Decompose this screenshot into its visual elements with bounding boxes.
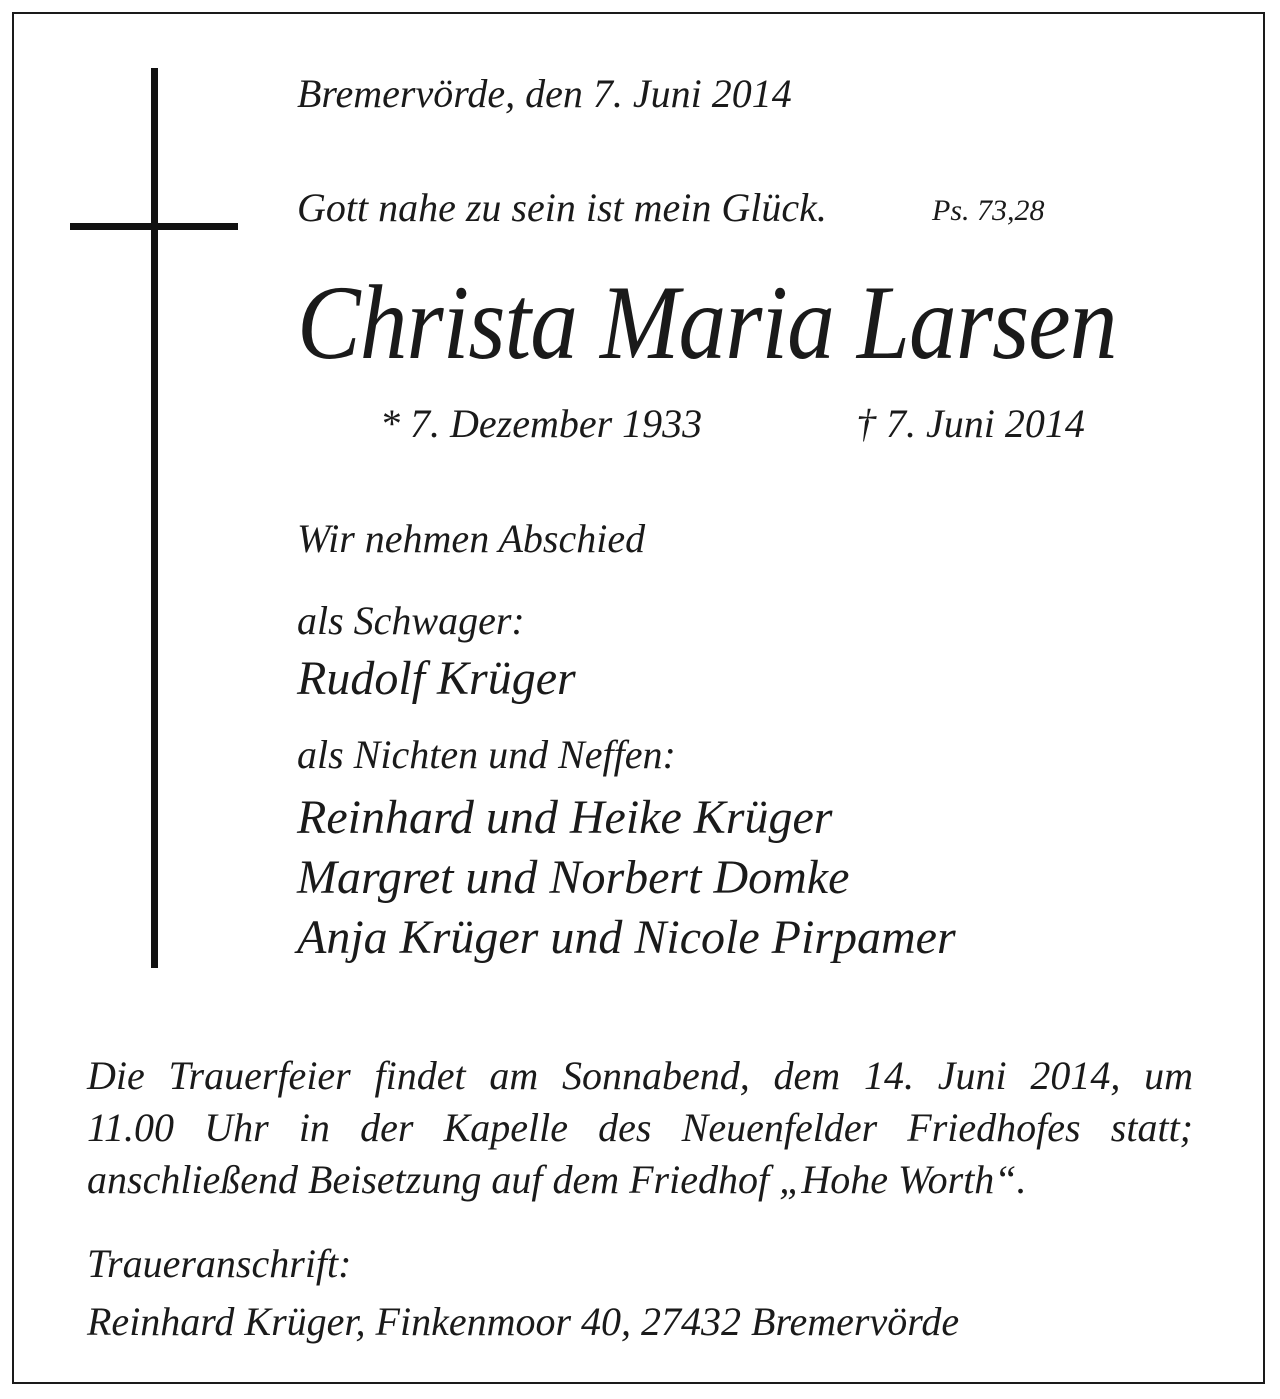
death-date: † 7. Juni 2014 bbox=[856, 401, 1085, 446]
place-date: Bremervörde, den 7. Juni 2014 bbox=[297, 71, 792, 116]
funeral-announcement bbox=[87, 1050, 1193, 1206]
birth-date: * 7. Dezember 1933 bbox=[380, 401, 703, 446]
mourning-address: Reinhard Krüger, Finkenmoor 40, 27432 Bremervörde bbox=[87, 1299, 960, 1344]
mourner-name: Margret und Norbert Domke bbox=[297, 851, 850, 904]
mourner-name: Reinhard und Heike Krüger bbox=[297, 791, 833, 844]
funeral-announcement-line: Die Trauerfeier findet am Sonnabend, dem 14. Juni 2014, um bbox=[87, 1053, 1193, 1098]
address-label: Traueranschrift: bbox=[87, 1241, 352, 1286]
cross-icon bbox=[151, 68, 158, 968]
farewell-intro: Wir nehmen Abschied bbox=[297, 516, 646, 561]
mourner-name: Rudolf Krüger bbox=[297, 652, 576, 705]
deceased-name: Christa Maria Larsen bbox=[297, 264, 1117, 381]
funeral-announcement-line: 11.00 Uhr in der Kapelle des Neuenfelder Friedhofes statt; bbox=[87, 1105, 1193, 1150]
mourner-group-label: als Schwager: bbox=[297, 598, 525, 643]
mourner-name: Anja Krüger und Nicole Pirpamer bbox=[297, 911, 956, 964]
cross-icon-bar bbox=[70, 223, 238, 230]
mourner-group-label: als Nichten und Neffen: bbox=[297, 732, 676, 777]
bible-quote-reference: Ps. 73,28 bbox=[932, 194, 1045, 227]
bible-quote: Gott nahe zu sein ist mein Glück. bbox=[297, 185, 827, 230]
funeral-announcement-line: anschließend Beisetzung auf dem Friedhof „Hohe Worth“. bbox=[87, 1157, 1027, 1202]
